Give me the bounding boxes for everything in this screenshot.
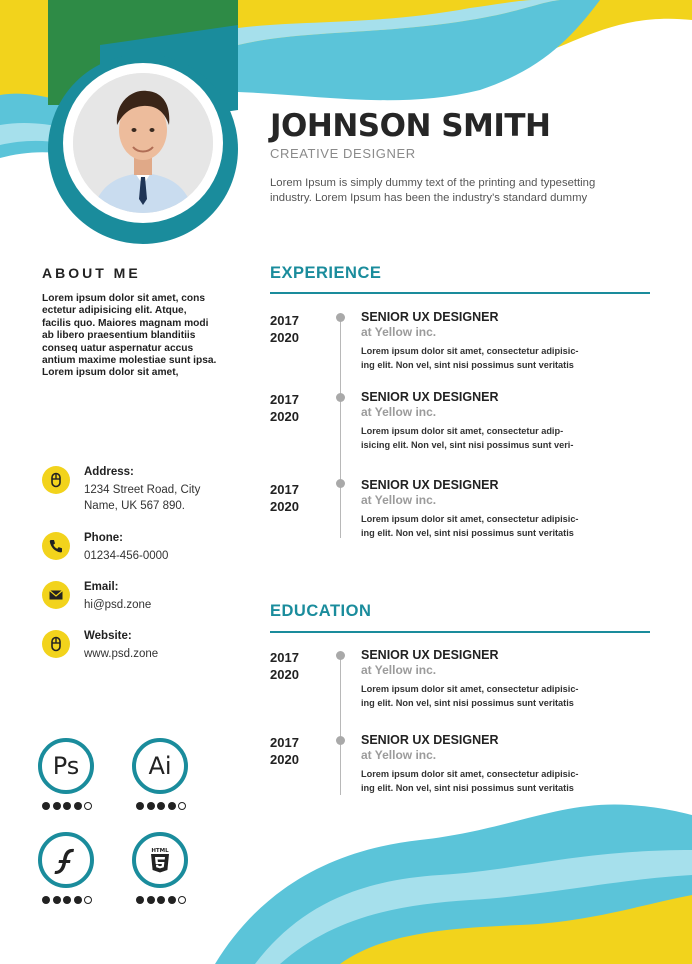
rating-dot-filled (147, 802, 155, 810)
experience-company: at Yellow inc. (361, 325, 437, 339)
experience-desc-line2: ing elit. Non vel, sint nisi possimus sunt veritatis (361, 360, 574, 370)
contact-phone (42, 532, 242, 566)
address-line1: 1234 Street Road, City (84, 484, 201, 496)
skill-flash-rating (42, 896, 94, 906)
education-year-end: 2020 (270, 667, 299, 682)
experience-role: SENIOR UX DESIGNER (361, 310, 499, 324)
rating-dot-filled (42, 896, 50, 904)
website-value[interactable]: www.psd.zone (84, 648, 159, 660)
mouse-icon (42, 630, 70, 658)
experience-role: SENIOR UX DESIGNER (361, 390, 499, 404)
rating-dot-filled (42, 802, 50, 810)
education-desc-line1: Lorem ipsum dolor sit amet, consectetur adipisic- (361, 769, 579, 779)
education-timeline-line (340, 655, 341, 795)
contact-website (42, 630, 242, 664)
experience-heading: EXPERIENCE (270, 264, 382, 282)
rating-dot-filled (168, 802, 176, 810)
address-line2: Name, UK 567 890. (84, 500, 186, 512)
education-desc-line2: ing elit. Non vel, sint nisi possimus sunt veritatis (361, 698, 574, 708)
experience-desc-line2: ing elit. Non vel, sint nisi possimus sunt veritatis (361, 528, 574, 538)
experience-desc-line1: Lorem ipsum dolor sit amet, consectetur adip- (361, 426, 564, 436)
rating-dot-empty (84, 802, 92, 810)
education-year-end: 2020 (270, 752, 299, 767)
education-heading: EDUCATION (270, 602, 372, 620)
education-company: at Yellow inc. (361, 748, 437, 762)
experience-year-end: 2020 (270, 330, 299, 345)
experience-role: SENIOR UX DESIGNER (361, 478, 499, 492)
rating-dot-empty (84, 896, 92, 904)
profile-photo (73, 73, 213, 213)
rating-dot-filled (74, 802, 82, 810)
experience-year-end: 2020 (270, 409, 299, 424)
skill-html5-rating (136, 896, 188, 906)
rating-dot-filled (53, 802, 61, 810)
photoshop-icon: Ps (52, 752, 80, 780)
education-divider (270, 631, 650, 633)
experience-year-end: 2020 (270, 499, 299, 514)
html5-icon (136, 836, 184, 884)
rating-dot-filled (136, 802, 144, 810)
skill-photoshop-rating (42, 802, 94, 812)
rating-dot-filled (168, 896, 176, 904)
experience-divider (270, 292, 650, 294)
illustrator-icon: Ai (148, 752, 172, 780)
timeline-dot (336, 651, 345, 660)
phone-value[interactable]: 01234-456-0000 (84, 550, 169, 562)
timeline-dot (336, 736, 345, 745)
skill-illustrator-rating (136, 802, 188, 812)
mouse-icon (42, 466, 70, 494)
education-company: at Yellow inc. (361, 663, 437, 677)
timeline-dot (336, 393, 345, 402)
education-role: SENIOR UX DESIGNER (361, 648, 499, 662)
candidate-name: JOHNSON SMITH (270, 108, 551, 144)
skill-flash-badge (38, 832, 94, 888)
experience-company: at Yellow inc. (361, 405, 437, 419)
experience-desc-line2: isicing elit. Non vel, sint nisi possimus sunt veri- (361, 440, 574, 450)
experience-year-start: 2017 (270, 482, 299, 497)
experience-desc-line1: Lorem ipsum dolor sit amet, consectetur adipisic- (361, 346, 579, 356)
skill-illustrator-badge (132, 738, 188, 794)
rating-dot-filled (136, 896, 144, 904)
job-title: CREATIVE DESIGNER (270, 146, 416, 161)
timeline-dot (336, 313, 345, 322)
rating-dot-filled (157, 802, 165, 810)
experience-year-start: 2017 (270, 313, 299, 328)
address-label: Address: (84, 466, 134, 478)
about-text: Lorem ipsum dolor sit amet, cons ectetur adipisicing elit. Atque, facilis quo. Maiores magnam modi ab libero praesentium blanditiis conseq uatur aspernatur accus antium maxime molestiae sunt ipsa. Lorem ipsum dolor sit amet, (42, 293, 217, 379)
contact-email (42, 581, 242, 615)
rating-dot-empty (178, 802, 186, 810)
experience-company: at Yellow inc. (361, 493, 437, 507)
rating-dot-filled (63, 802, 71, 810)
timeline-dot (336, 479, 345, 488)
rating-dot-filled (63, 896, 71, 904)
education-year-start: 2017 (270, 650, 299, 665)
rating-dot-filled (147, 896, 155, 904)
skill-photoshop-badge (38, 738, 94, 794)
email-label: Email: (84, 581, 119, 593)
experience-desc-line1: Lorem ipsum dolor sit amet, consectetur adipisic- (361, 514, 579, 524)
about-heading: ABOUT ME (42, 265, 141, 281)
phone-icon (42, 532, 70, 560)
profile-summary: Lorem Ipsum is simply dummy text of the printing and typesetting industry. Lorem Ipsum has been the industry's standard dummy (270, 177, 596, 204)
rating-dot-filled (157, 896, 165, 904)
envelope-icon (42, 581, 70, 609)
rating-dot-filled (53, 896, 61, 904)
phone-label: Phone: (84, 532, 123, 544)
education-year-start: 2017 (270, 735, 299, 750)
rating-dot-filled (74, 896, 82, 904)
education-role: SENIOR UX DESIGNER (361, 733, 499, 747)
html5-icon-text: HTML (151, 848, 169, 854)
skill-html5-badge (132, 832, 188, 888)
email-value[interactable]: hi@psd.zone (84, 599, 152, 611)
website-label: Website: (84, 630, 132, 642)
contact-address (42, 466, 242, 516)
flash-icon (42, 836, 90, 884)
education-desc-line1: Lorem ipsum dolor sit amet, consectetur adipisic- (361, 684, 579, 694)
experience-year-start: 2017 (270, 392, 299, 407)
experience-timeline-line (340, 318, 341, 538)
education-desc-line2: ing elit. Non vel, sint nisi possimus sunt veritatis (361, 783, 574, 793)
rating-dot-empty (178, 896, 186, 904)
